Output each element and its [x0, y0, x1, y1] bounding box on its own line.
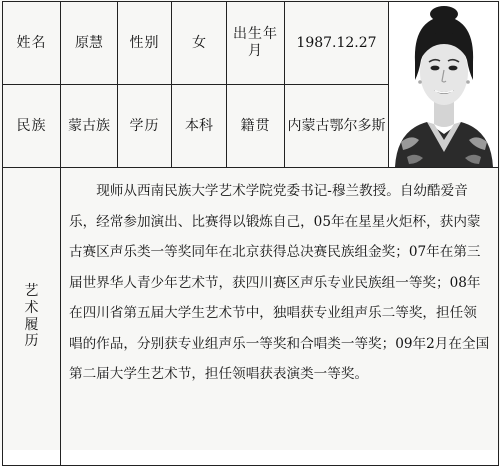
- name-value: 原慧: [61, 2, 118, 85]
- profile-table: [2, 1, 499, 466]
- native-place-label: 籍贯: [227, 85, 285, 168]
- dob-label: 出生年月: [227, 2, 285, 85]
- portrait-photo: [389, 2, 499, 167]
- art-resume-char: 履: [24, 316, 39, 333]
- gender-value: 女: [172, 2, 227, 85]
- dob-value: 1987.12.27: [285, 2, 389, 85]
- art-resume-label: [3, 168, 61, 466]
- art-resume-char: 艺: [24, 282, 39, 299]
- ethnicity-value: 蒙古族: [61, 85, 118, 168]
- name-label: 姓名: [3, 2, 61, 85]
- biography-text: 现师从西南民族大学艺术学院党委书记-穆兰教授。自幼酷爱音乐，经常参加演出、比赛得以锻炼自己，05年在星星火炬杯，获内蒙古赛区声乐类一等奖同年在北京获得总决赛民族组金奖；07年在第三届世界华人青少年艺术节，获四川赛区声乐专业民族组一等奖；08年在四川省第五届大学生艺术节中，独唱获专业组声乐二等奖，担任领唱的作品，分别获专业组声乐一等奖和合唱类一等奖；09年2月在全国第二届大学生艺术节，担任领唱获表演类一等奖。: [61, 168, 499, 466]
- art-resume-char: 历: [24, 333, 39, 350]
- education-label: 学历: [118, 85, 172, 168]
- art-resume-char: 术: [24, 299, 39, 316]
- ethnicity-label: 民族: [3, 85, 61, 168]
- portrait-cell: [389, 2, 499, 168]
- native-place-value: 内蒙古鄂尔多斯: [285, 85, 389, 168]
- gender-label: 性别: [118, 2, 172, 85]
- education-value: 本科: [172, 85, 227, 168]
